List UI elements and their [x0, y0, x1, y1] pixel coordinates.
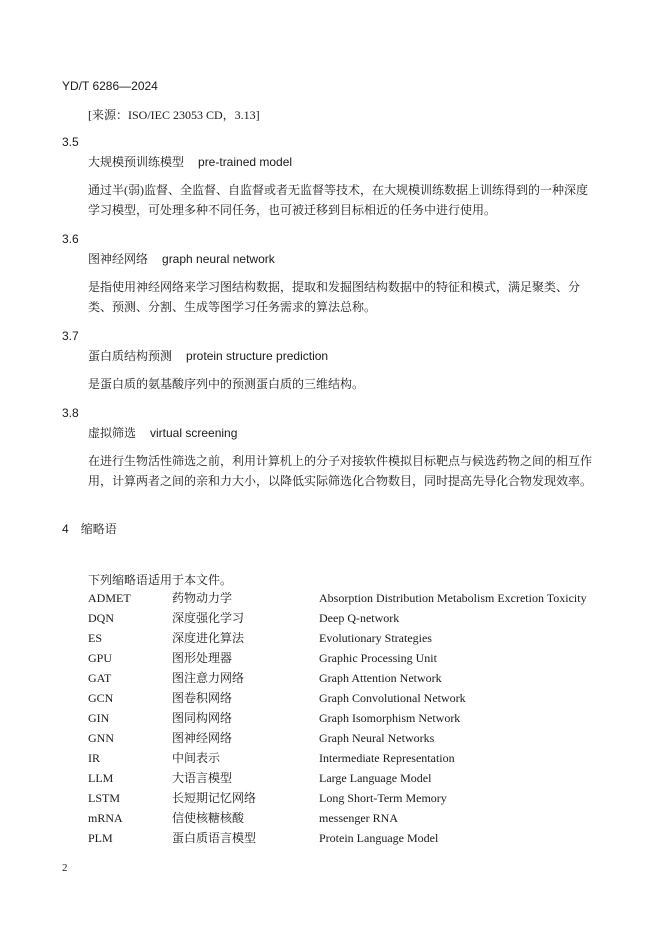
- abbreviation-list: [88, 588, 628, 848]
- abbreviation-row: [88, 768, 628, 788]
- abbreviation-row: [88, 668, 628, 688]
- term-zh: 大规模预训练模型: [88, 155, 185, 169]
- abbreviation-zh: 深度进化算法: [172, 631, 245, 645]
- abbreviation-term: DQN: [88, 611, 114, 625]
- abbreviations-intro: 下列缩略语适用于本文件。: [88, 573, 233, 587]
- abbreviation-en: Graph Attention Network: [319, 671, 442, 685]
- abbreviation-en: Graph Neural Networks: [319, 731, 435, 745]
- abbreviation-row: [88, 748, 628, 768]
- term-zh: 图神经网络: [88, 252, 149, 266]
- section-title: 缩略语: [80, 522, 117, 536]
- abbreviation-term: GNN: [88, 731, 114, 745]
- abbreviation-row: [88, 828, 628, 848]
- abbreviation-term: PLM: [88, 831, 113, 845]
- term-heading: [88, 250, 275, 267]
- abbreviation-row: [88, 688, 628, 708]
- abbreviation-zh: 蛋白质语言模型: [172, 831, 257, 845]
- abbreviation-en: Evolutionary Strategies: [319, 631, 432, 645]
- abbreviation-en: Large Language Model: [319, 771, 432, 785]
- abbreviation-zh: 图神经网络: [172, 731, 233, 745]
- page-number: 2: [62, 862, 68, 874]
- term-heading: [88, 347, 328, 364]
- term-en: protein structure prediction: [186, 349, 329, 363]
- term-number: 3.8: [62, 406, 79, 420]
- abbreviation-term: ADMET: [88, 591, 131, 605]
- abbreviation-term: mRNA: [88, 811, 123, 825]
- term-number: 3.6: [62, 232, 79, 246]
- term-zh: 虚拟筛选: [88, 426, 137, 440]
- abbreviation-en: Absorption Distribution Metabolism Excretion Toxicity: [319, 591, 587, 605]
- abbreviation-zh: 图同构网络: [172, 711, 233, 725]
- term-zh: 蛋白质结构预测: [88, 349, 173, 363]
- abbreviation-zh: 长短期记忆网络: [172, 791, 257, 805]
- abbreviation-zh: 药物动力学: [172, 591, 233, 605]
- term-definition: 是指使用神经网络来学习图结构数据，提取和发掘图结构数据中的特征和模式，满足聚类、分类、预测、分割、生成等图学习任务需求的算法总称。: [88, 280, 581, 314]
- abbreviation-term: LLM: [88, 771, 114, 785]
- term-number: 3.7: [62, 329, 79, 343]
- source-note: [来源：ISO/IEC 23053 CD，3.13]: [88, 108, 260, 122]
- abbreviation-en: Deep Q-network: [319, 611, 400, 625]
- abbreviation-row: [88, 588, 628, 608]
- abbreviation-en: Long Short-Term Memory: [319, 791, 447, 805]
- term-heading: [88, 424, 237, 441]
- term-definition: 在进行生物活性筛选之前，利用计算机上的分子对接软件模拟目标靶点与候选药物之间的相互作用，计算两者之间的亲和力大小，以降低实际筛选化合物数目，同时提高先导化合物发现效率。: [88, 454, 593, 488]
- section-heading: [62, 520, 117, 537]
- term-heading: [88, 153, 292, 170]
- abbreviation-en: Graphic Processing Unit: [319, 651, 437, 665]
- abbreviation-row: [88, 788, 628, 808]
- document-id-header: YD/T 6286—2024: [62, 79, 158, 93]
- abbreviation-en: Graph Isomorphism Network: [319, 711, 461, 725]
- abbreviation-row: [88, 808, 628, 828]
- term-definition: 通过半(弱)监督、全监督、自监督或者无监督等技术，在大规模训练数据上训练得到的一种深度学习模型，可处理多种不同任务，也可被迁移到目标相近的任务中进行使用。: [88, 183, 588, 217]
- abbreviation-term: GIN: [88, 711, 110, 725]
- term-en: pre-trained model: [198, 155, 293, 169]
- abbreviation-en: Protein Language Model: [319, 831, 439, 845]
- abbreviation-term: GAT: [88, 671, 112, 685]
- abbreviation-term: ES: [88, 631, 103, 645]
- abbreviation-zh: 图卷积网络: [172, 691, 233, 705]
- abbreviation-zh: 图注意力网络: [172, 671, 245, 685]
- abbreviation-row: [88, 608, 628, 628]
- abbreviation-row: [88, 648, 628, 668]
- abbreviation-zh: 大语言模型: [172, 771, 233, 785]
- term-en: graph neural network: [162, 252, 275, 266]
- abbreviation-term: LSTM: [88, 791, 121, 805]
- term-number: 3.5: [62, 135, 79, 149]
- section-number: 4: [62, 522, 69, 536]
- abbreviation-term: IR: [88, 751, 100, 765]
- abbreviation-term: GPU: [88, 651, 113, 665]
- abbreviation-zh: 信使核糖核酸: [172, 811, 245, 825]
- term-en: virtual screening: [150, 426, 238, 440]
- abbreviation-term: GCN: [88, 691, 114, 705]
- abbreviation-row: [88, 728, 628, 748]
- term-definition: 是蛋白质的氨基酸序列中的预测蛋白质的三维结构。: [88, 377, 365, 391]
- abbreviation-row: [88, 628, 628, 648]
- abbreviation-zh: 图形处理器: [172, 651, 233, 665]
- abbreviation-zh: 深度强化学习: [172, 611, 245, 625]
- abbreviation-en: Intermediate Representation: [319, 751, 455, 765]
- abbreviation-en: Graph Convolutional Network: [319, 691, 466, 705]
- abbreviation-en: messenger RNA: [319, 811, 398, 825]
- abbreviation-zh: 中间表示: [172, 751, 221, 765]
- abbreviation-row: [88, 708, 628, 728]
